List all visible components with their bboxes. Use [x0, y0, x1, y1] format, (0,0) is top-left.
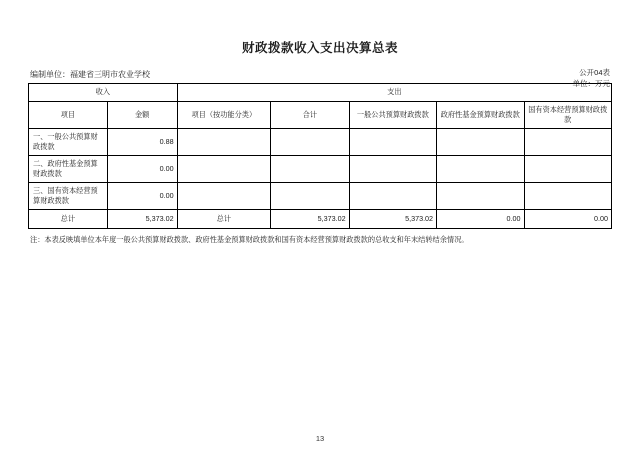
cell-state-capital	[524, 182, 612, 209]
cell-expense-item	[177, 155, 270, 182]
cell-income-item: 一、一般公共预算财政拨款	[29, 128, 108, 155]
group-header-expense: 支出	[177, 83, 611, 101]
budget-table	[28, 83, 612, 229]
cell-income-amount: 0.00	[107, 182, 177, 209]
page-title: 财政拨款收入支出决算总表	[241, 41, 398, 55]
cell-total	[270, 155, 349, 182]
amount-unit-note: 单位：万元	[572, 78, 610, 88]
column-header-gov-fund: 政府性基金预算财政拨款	[437, 101, 524, 128]
cell-expense-item	[177, 128, 270, 155]
column-header-expense-item: 项目（按功能分类）	[177, 101, 270, 128]
cell-total	[270, 128, 349, 155]
group-header-income: 收入	[29, 83, 178, 101]
cell-expense-item	[177, 182, 270, 209]
cell-total	[270, 182, 349, 209]
column-header-total: 合计	[270, 101, 349, 128]
column-header-general-public: 一般公共预算财政拨款	[349, 101, 436, 128]
cell-gov-fund	[437, 155, 524, 182]
cell-income-item: 三、国有资本经营预算财政拨款	[29, 182, 108, 209]
cell-income-item: 二、政府性基金预算财政拨款	[29, 155, 108, 182]
cell-state-capital	[524, 155, 612, 182]
cell-state-capital	[524, 128, 612, 155]
table-row	[29, 182, 612, 209]
total-income-label: 总计	[29, 209, 108, 228]
cell-general-public	[349, 182, 436, 209]
cell-general-public	[349, 128, 436, 155]
table-row	[29, 128, 612, 155]
cell-general-public	[349, 155, 436, 182]
table-note: 注：本表反映填单位本年度一般公共预算财政拨款、政府性基金预算财政拨款和国有资本经营预算财政拨款的总收支和年末结转结余情况。	[30, 234, 469, 244]
total-expense-label: 总计	[177, 209, 270, 228]
cell-gov-fund	[437, 182, 524, 209]
form-code: 公开04表	[579, 68, 610, 77]
total-expense-total: 5,373.02	[270, 209, 349, 228]
cell-income-amount: 0.88	[107, 128, 177, 155]
total-gov-fund: 0.00	[437, 209, 524, 228]
total-general-public: 5,373.02	[349, 209, 436, 228]
column-header-income-amount: 金额	[107, 101, 177, 128]
cell-gov-fund	[437, 128, 524, 155]
table-row	[29, 155, 612, 182]
table-group-header-row	[29, 83, 612, 101]
column-header-income-item: 项目	[29, 101, 108, 128]
table-column-header-row	[29, 101, 612, 128]
page-number: 13	[315, 434, 325, 443]
cell-income-amount: 0.00	[107, 155, 177, 182]
total-income-amount: 5,373.02	[107, 209, 177, 228]
total-state-capital: 0.00	[524, 209, 612, 228]
column-header-state-capital: 国有资本经营预算财政拨款	[524, 101, 612, 128]
compiler-unit: 编制单位：福建省三明市农业学校	[30, 69, 150, 79]
table-total-row	[29, 209, 612, 228]
